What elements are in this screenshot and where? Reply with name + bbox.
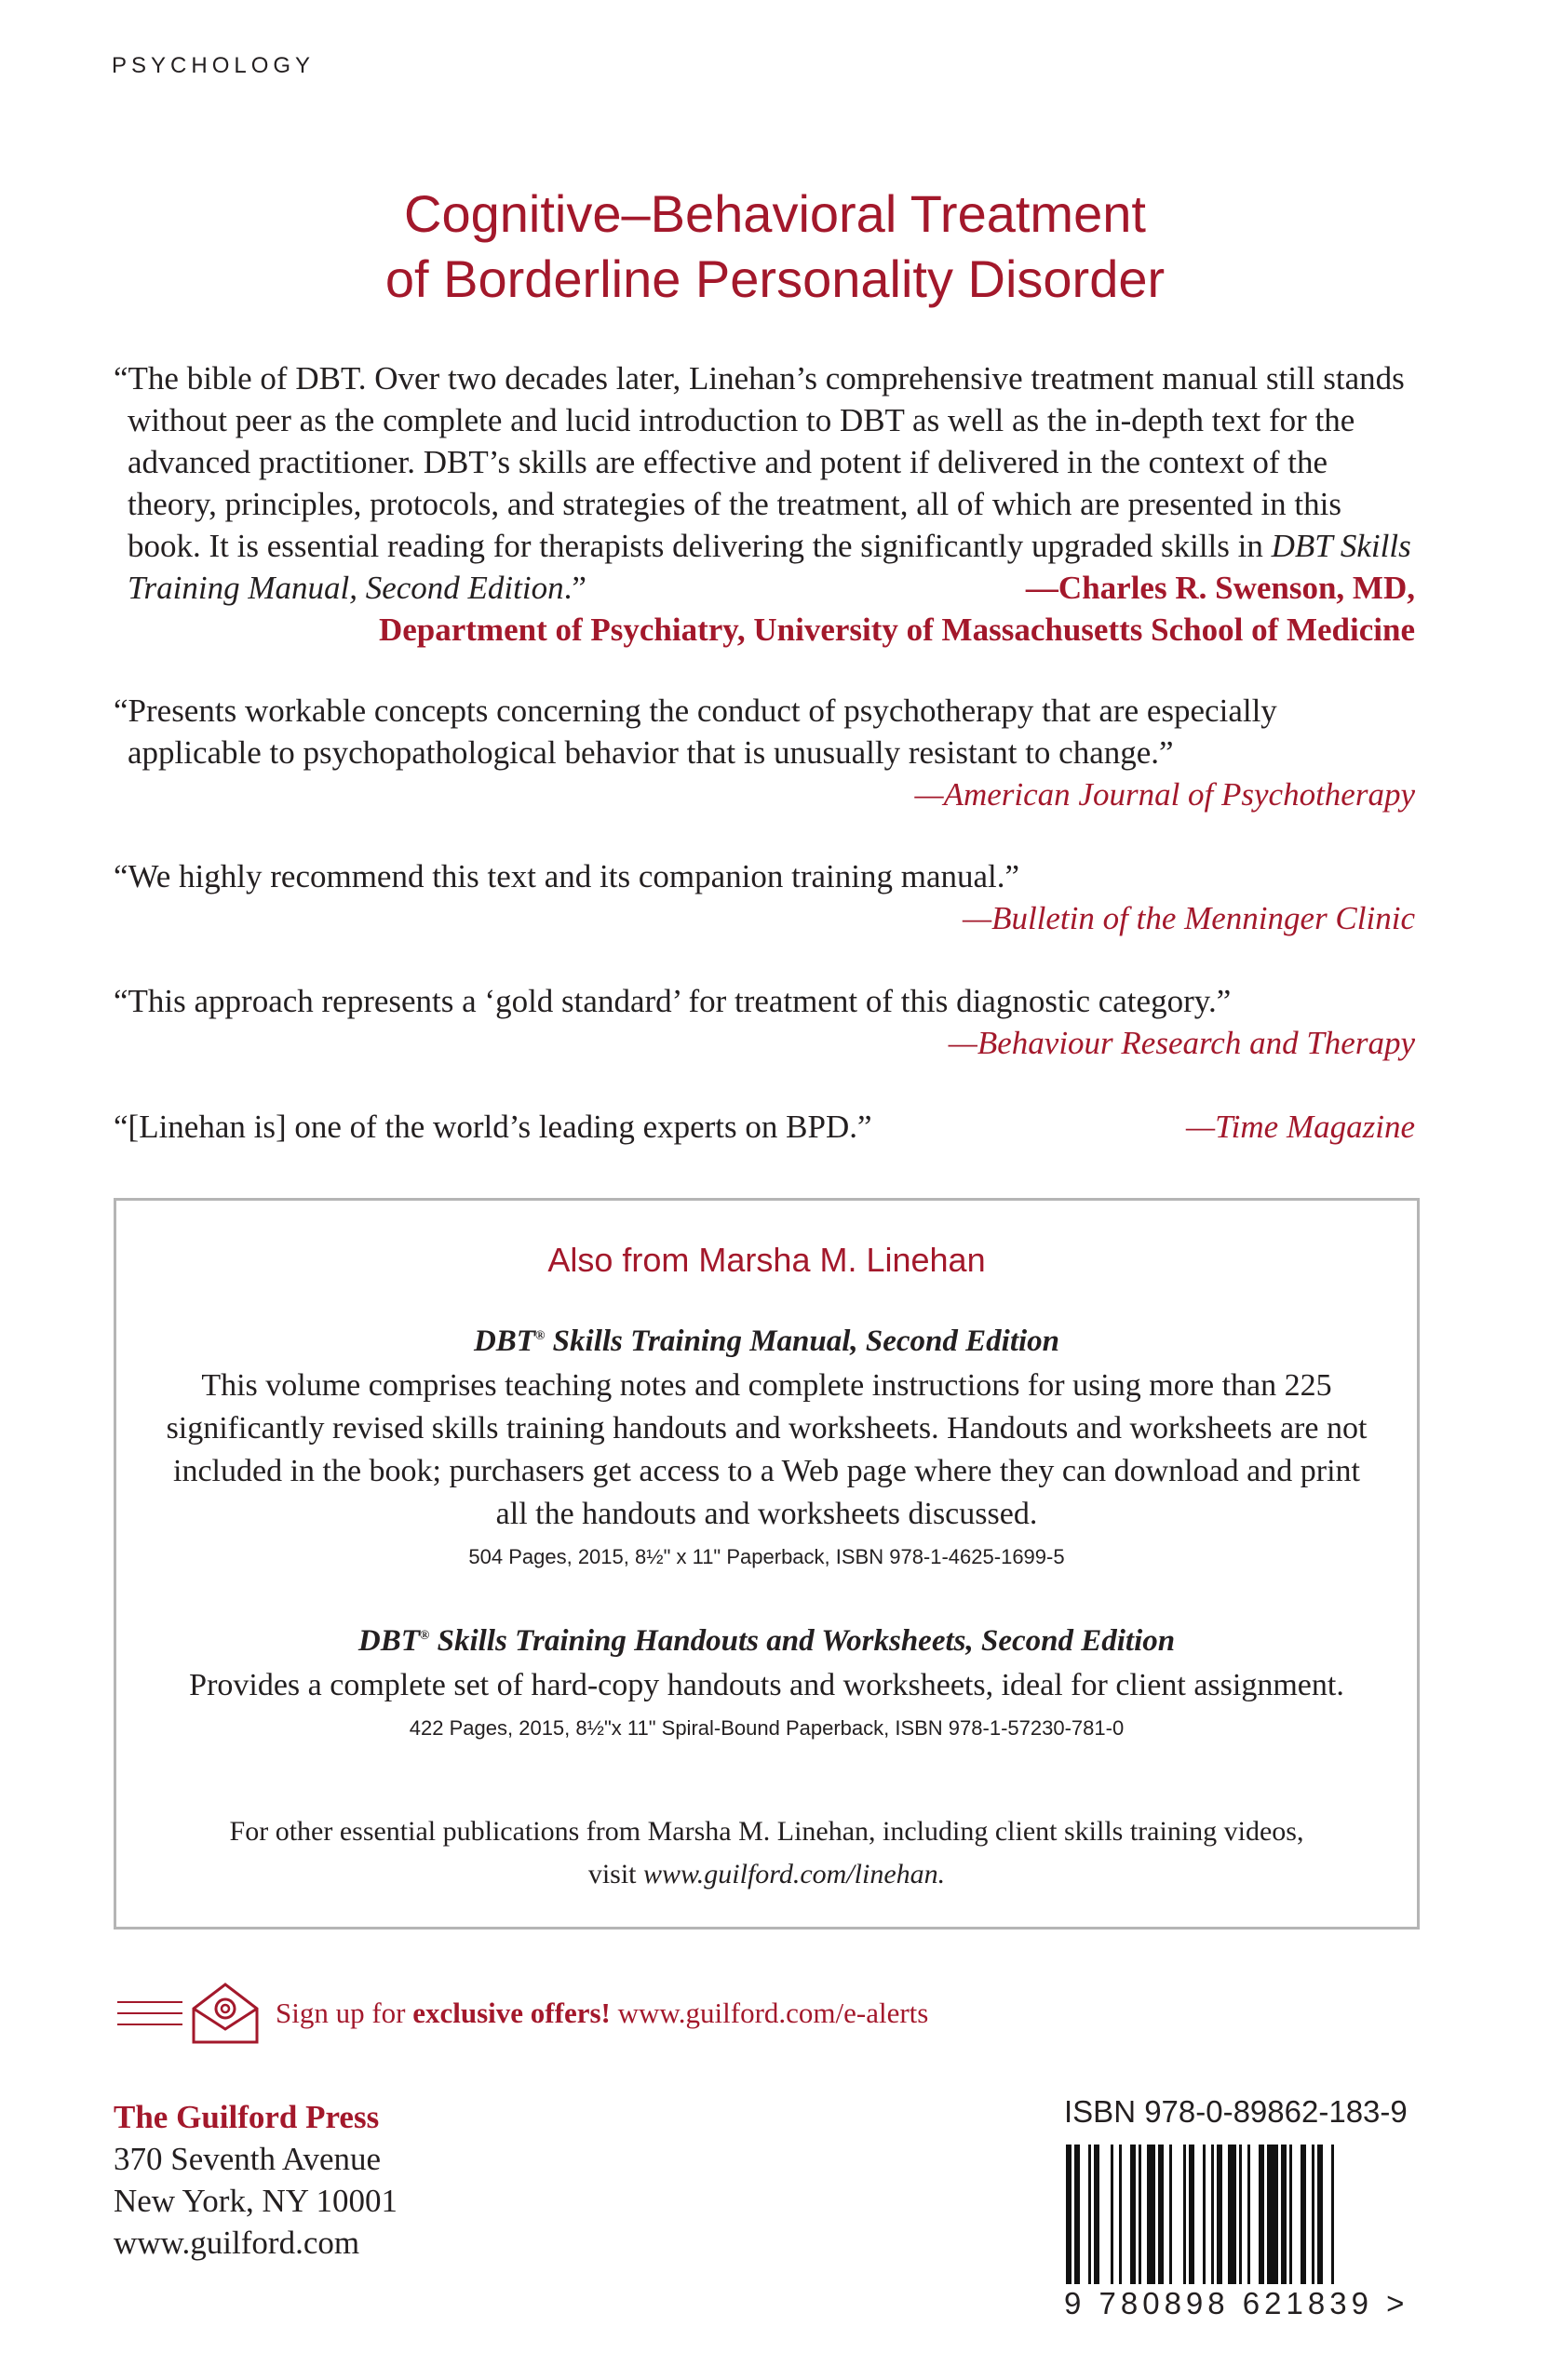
barcode-bar bbox=[1247, 2145, 1250, 2284]
barcode-bar bbox=[1183, 2145, 1186, 2284]
barcode-bar bbox=[1217, 2145, 1222, 2284]
decorative-lines bbox=[117, 2001, 182, 2025]
book-title-rest: Skills Training Manual, Second Edition bbox=[545, 1324, 1060, 1358]
barcode-bar bbox=[1147, 2145, 1155, 2284]
barcode-bar bbox=[1074, 2145, 1080, 2284]
quote-menninger bbox=[114, 855, 1415, 939]
barcode-bar bbox=[1139, 2145, 1141, 2284]
barcode-bar bbox=[1281, 2145, 1287, 2284]
book-title-prefix: DBT bbox=[357, 1624, 420, 1658]
barcode-bar bbox=[1239, 2145, 1242, 2284]
e-alerts-text[interactable] bbox=[276, 1997, 928, 2030]
quote-attribution: —Behaviour Research and Therapy bbox=[948, 1025, 1415, 1061]
footer-visit-label: visit bbox=[587, 1859, 643, 1889]
book-entry-manual bbox=[116, 1324, 1417, 1569]
registered-mark: ® bbox=[534, 1329, 546, 1343]
quote-attribution: —American Journal of Psychotherapy bbox=[914, 776, 1415, 813]
barcode bbox=[1064, 2145, 1418, 2284]
linehan-link[interactable]: www.guilford.com/linehan. bbox=[643, 1859, 946, 1889]
quote-attribution-affiliation: Department of Psychiatry, University of Massachusetts School of Medicine bbox=[378, 612, 1415, 648]
quote-text: “This approach represents a ‘gold standard’ for treatment of this diagnostic category.” bbox=[114, 983, 1232, 1019]
barcode-bar bbox=[1119, 2145, 1122, 2284]
barcode-bar bbox=[1158, 2145, 1164, 2284]
quote-text: “Presents workable concepts concerning the conduct of psychotherapy that are especially applicable to psychopathological behavior that is unusually resistant to change.” bbox=[114, 692, 1277, 771]
book-description: Provides a complete set of hard-copy handouts and worksheets, ideal for client assignment. bbox=[189, 1668, 1344, 1702]
book-entry-handouts bbox=[116, 1624, 1417, 1741]
envelope-at-icon bbox=[190, 1981, 261, 2046]
quote-brat bbox=[114, 980, 1415, 1064]
barcode-bar bbox=[1203, 2145, 1206, 2284]
publisher-city: New York, NY 10001 bbox=[114, 2183, 398, 2219]
title-line-1: Cognitive–Behavioral Treatment bbox=[404, 184, 1146, 243]
book-meta: 504 Pages, 2015, 8½" x 11" Paperback, ISBN 978-1-4625-1699-5 bbox=[468, 1545, 1065, 1568]
title-line-2: of Borderline Personality Disorder bbox=[384, 249, 1166, 308]
also-from-heading: Also from Marsha M. Linehan bbox=[547, 1241, 986, 1279]
barcode-bar bbox=[1130, 2145, 1136, 2284]
barcode-bar bbox=[1331, 2145, 1334, 2284]
footer-line: For other essential publications from Marsha M. Linehan, including client skills training videos, bbox=[229, 1816, 1304, 1847]
isbn-label: ISBN 978-0-89862-183-9 bbox=[1064, 2094, 1408, 2129]
quote-book-title: DBT Skills Training Manual, Second Edition bbox=[128, 528, 1411, 606]
barcode-bar bbox=[1189, 2145, 1194, 2284]
barcode-digits: 9 780898 621839 > bbox=[1064, 2286, 1409, 2320]
barcode-bar bbox=[1066, 2145, 1072, 2284]
barcode-bar bbox=[1111, 2145, 1113, 2284]
book-title-prefix: DBT bbox=[473, 1324, 535, 1358]
publisher-web[interactable]: www.guilford.com bbox=[114, 2225, 360, 2261]
publisher-street: 370 Seventh Avenue bbox=[114, 2141, 382, 2177]
e-alerts-text-start: Sign up for bbox=[276, 1997, 413, 2029]
barcode-bar bbox=[1317, 2145, 1323, 2284]
book-title bbox=[0, 182, 1550, 312]
quote-swenson bbox=[114, 357, 1415, 651]
book-title bbox=[116, 1624, 1417, 1659]
barcode-bar bbox=[1289, 2145, 1292, 2284]
e-alerts-url[interactable]: www.guilford.com/e-alerts bbox=[610, 1997, 929, 2029]
barcode-bar bbox=[1312, 2145, 1314, 2284]
barcode-bar bbox=[1169, 2145, 1172, 2284]
publisher-name: The Guilford Press bbox=[114, 2099, 380, 2135]
barcode-bar bbox=[1267, 2145, 1278, 2284]
barcode-bar bbox=[1094, 2145, 1099, 2284]
publisher-address bbox=[114, 2096, 398, 2264]
quote-text: “[Linehan is] one of the world’s leading experts on BPD.” bbox=[114, 1109, 872, 1145]
registered-mark: ® bbox=[419, 1629, 430, 1643]
also-from-box bbox=[114, 1198, 1420, 1930]
quote-attribution: —Bulletin of the Menninger Clinic bbox=[962, 900, 1415, 936]
book-title bbox=[116, 1324, 1417, 1359]
barcode-bar bbox=[1211, 2145, 1214, 2284]
barcode-bar bbox=[1301, 2145, 1306, 2284]
quote-text: “We highly recommend this text and its companion training manual.” bbox=[114, 858, 1020, 894]
barcode-bar bbox=[1088, 2145, 1091, 2284]
book-description: This volume comprises teaching notes and complete instructions for using more than 225 significantly revised skills training handouts and worksheets. Handouts and worksheets are not included in the book; purchasers get access to a Web page where they can download and print all the handouts and worksheets discussed. bbox=[166, 1368, 1368, 1531]
quote-ajp bbox=[114, 690, 1415, 815]
barcode-bar bbox=[1228, 2145, 1236, 2284]
quote-text: “The bible of DBT. Over two decades later, Linehan’s comprehensive treatment manual still stands without peer as the complete and lucid introduction to DBT as well as the in-depth text for the advanced practitioner. DBT’s skills are effective and potent if delivered in the context of the theory, principles, protocols, and strategies of the treatment, all of which are presented in this book. It is essential reading for therapists delivering the significantly upgraded skills in bbox=[114, 360, 1405, 564]
book-title-rest: Skills Training Handouts and Worksheets, Second Edition bbox=[429, 1624, 1176, 1658]
e-alerts-text-bold: exclusive offers! bbox=[412, 1997, 611, 2029]
also-from-footer bbox=[116, 1810, 1417, 1896]
quote-attribution-name: —Charles R. Swenson, MD, bbox=[1025, 570, 1415, 606]
footer-visit bbox=[116, 1853, 1417, 1896]
book-meta: 422 Pages, 2015, 8½"x 11" Spiral-Bound Paperback, ISBN 978-1-57230-781-0 bbox=[409, 1716, 1125, 1740]
quote-end: .” bbox=[563, 570, 586, 606]
quote-time bbox=[114, 1106, 1415, 1148]
category-label: PSYCHOLOGY bbox=[112, 53, 316, 78]
e-alerts-signup[interactable] bbox=[117, 1981, 928, 2046]
barcode-bar bbox=[1259, 2145, 1264, 2284]
quote-attribution: —Time Magazine bbox=[1186, 1109, 1415, 1145]
